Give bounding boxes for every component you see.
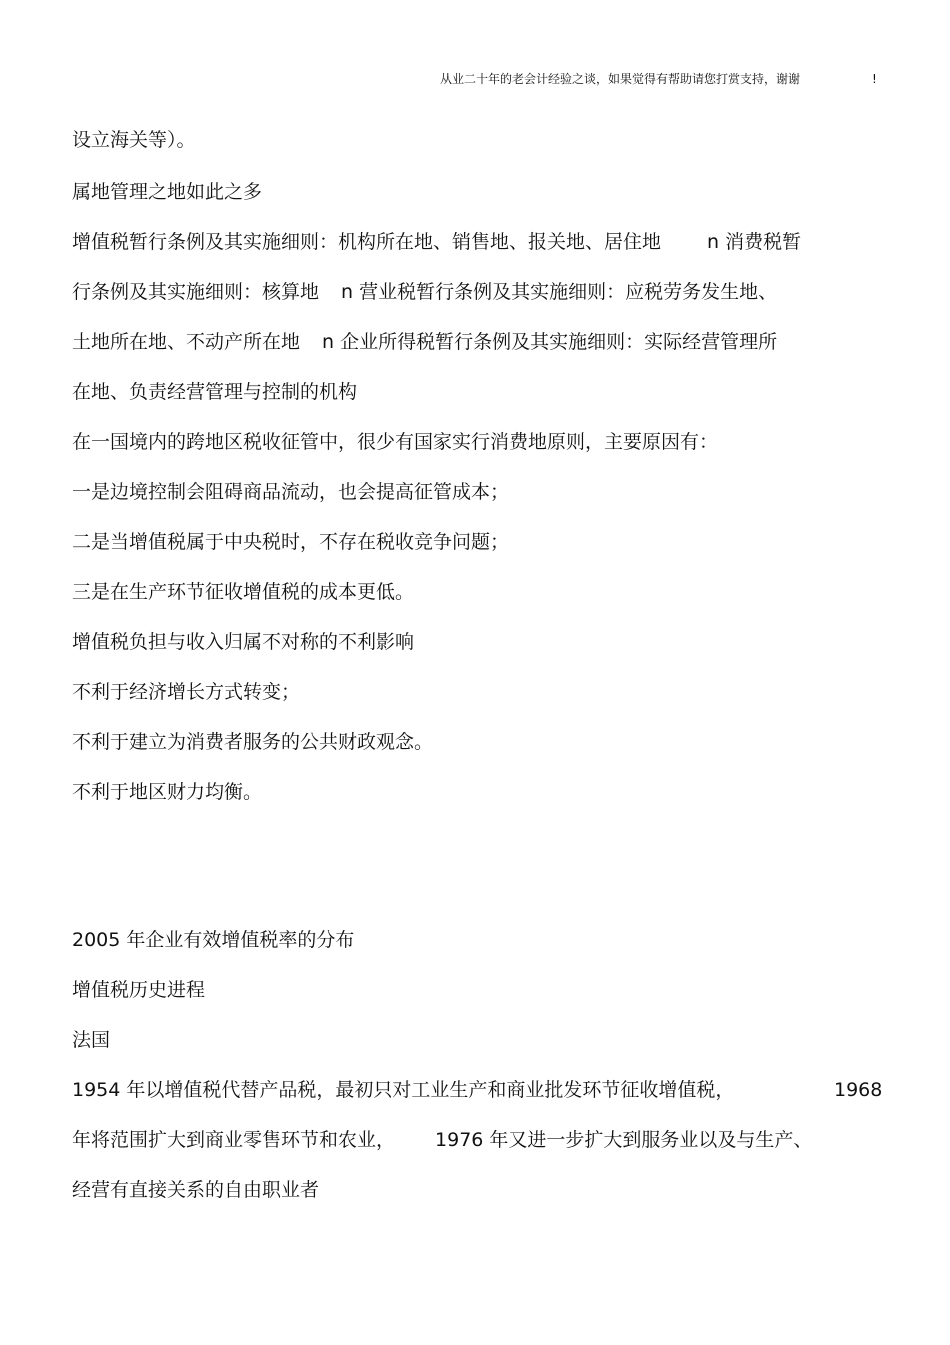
text-line: 不利于地区财力均衡。 [72, 781, 263, 803]
text-line: 在一国境内的跨地区税收征管中，很少有国家实行消费地原则，主要原因有： [72, 431, 719, 453]
text-line: 增值税负担与收入归属不对称的不利影响 [72, 631, 415, 653]
text-segment: n 消费税暂 [707, 231, 802, 253]
text-line: 2005 年企业有效增值税率的分布 [72, 929, 355, 951]
text-segment: 年将范围扩大到商业零售环节和农业， [72, 1129, 396, 1151]
text-line: 三是在生产环节征收增值税的成本更低。 [72, 581, 415, 603]
text-line: 二是当增值税属于中央税时，不存在税收竞争问题； [72, 531, 510, 553]
text-line: 1968 [834, 1079, 883, 1101]
text-line: 法国 [72, 1029, 111, 1051]
text-line [72, 230, 801, 254]
text-segment: 土地所在地、不动产所在地 [72, 331, 301, 353]
text-segment: n 营业税暂行条例及其实施细则：应税劳务发生地、 [341, 281, 778, 303]
header-exclaim: ! [872, 72, 877, 86]
text-line: 不利于经济增长方式转变； [72, 681, 301, 703]
page-header [440, 70, 880, 88]
text-segment: n 企业所得税暂行条例及其实施细则：实际经营管理所 [322, 331, 778, 353]
text-line: 1954 年以增值税代替产品税，最初只对工业生产和商业批发环节征收增值税， [72, 1079, 735, 1101]
text-segment: 1976 年又进一步扩大到服务业以及与生产、 [435, 1129, 813, 1151]
text-line: 属地管理之地如此之多 [72, 181, 263, 203]
text-line: 一是边境控制会阻碍商品流动，也会提高征管成本； [72, 481, 510, 503]
text-line: 增值税历史进程 [72, 979, 206, 1001]
text-line: 经营有直接关系的自由职业者 [72, 1179, 320, 1201]
text-line: 不利于建立为消费者服务的公共财政观念。 [72, 731, 434, 753]
header-note: 从业二十年的老会计经验之谈，如果觉得有帮助请您打赏支持，谢谢 [440, 72, 801, 86]
text-line: 在地、负责经营管理与控制的机构 [72, 381, 358, 403]
text-line [72, 280, 777, 304]
text-line [72, 1128, 812, 1152]
text-line: 设立海关等）。 [72, 129, 196, 151]
text-segment: 增值税暂行条例及其实施细则：机构所在地、销售地、报关地、居住地 [72, 231, 662, 253]
text-segment: 行条例及其实施细则：核算地 [72, 281, 320, 303]
text-line [72, 330, 777, 354]
